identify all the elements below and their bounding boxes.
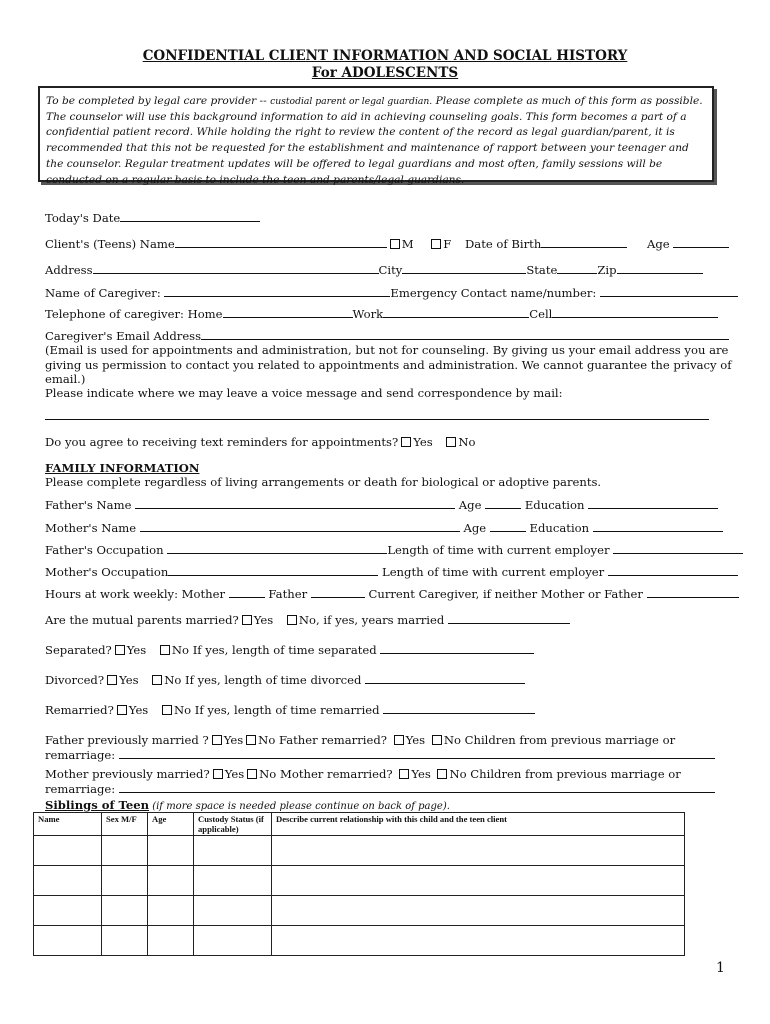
father-education-field[interactable] [588, 497, 718, 509]
table-cell[interactable] [194, 926, 272, 956]
emergency-label: Emergency Contact name/number: [390, 286, 600, 300]
table-cell[interactable] [194, 836, 272, 866]
father-remarried-yes-checkbox[interactable] [394, 735, 404, 745]
table-cell[interactable] [148, 926, 194, 956]
years-married-label: No, if yes, years married [298, 613, 448, 627]
father-age-field[interactable] [485, 497, 521, 509]
divorced-row [45, 672, 525, 687]
dob-field[interactable] [541, 236, 627, 248]
fathers-name-field[interactable] [135, 497, 455, 509]
todays-date-field[interactable] [120, 210, 260, 222]
mother-previously-row [45, 767, 681, 781]
yes-label: Yes [224, 767, 245, 781]
table-cell[interactable] [102, 926, 148, 956]
mothers-occupation-label: Mother's Occupation [45, 565, 169, 579]
hours-work-label: Hours at work weekly: Mother [45, 587, 229, 601]
mother-children-label: No Children from previous marriage or [449, 767, 681, 781]
telephone-row [45, 306, 718, 321]
father-prev-no-checkbox[interactable] [246, 735, 256, 745]
separated-row [45, 642, 534, 657]
state-field[interactable] [557, 262, 597, 274]
mother-employer-label: Length of time with current employer [382, 565, 608, 579]
cell-label: Cell [529, 307, 553, 321]
mother-hours-field[interactable] [229, 586, 265, 598]
father-employer-label: Length of time with current employer [387, 543, 614, 557]
mother-age-field[interactable] [490, 520, 526, 532]
client-name-row [45, 236, 729, 251]
father-previously-row [45, 733, 675, 747]
mothers-name-row [45, 520, 723, 535]
siblings-note: (if more space is needed please continue on back of page). [149, 801, 450, 812]
caregiver-name-label: Name of Caregiver: [45, 286, 165, 300]
table-cell[interactable] [34, 836, 102, 866]
mother-remarried-yes-checkbox[interactable] [399, 769, 409, 779]
mothers-occupation-row [45, 564, 738, 579]
separated-no-checkbox[interactable] [160, 645, 170, 655]
work-phone-field[interactable] [383, 306, 529, 318]
text-reminders-row [45, 435, 475, 449]
text-reminders-yes-checkbox[interactable] [401, 437, 411, 447]
yes-label: Yes [126, 643, 147, 657]
father-education-label: Education [521, 498, 589, 512]
caregiver-name-field[interactable] [164, 285, 390, 297]
fathers-name-label: Father's Name [45, 498, 136, 512]
male-checkbox[interactable] [390, 239, 400, 249]
hours-work-row [45, 586, 739, 601]
intro-text-1: To be completed by legal care provider -- [46, 95, 271, 107]
voice-message-row [45, 408, 709, 423]
no-label: No [458, 435, 476, 449]
mother-prev-no-checkbox[interactable] [247, 769, 257, 779]
father-children-label: No Children from previous marriage or [443, 733, 676, 747]
father-age-label: Age [455, 498, 486, 512]
city-label: City [378, 263, 403, 277]
cell-phone-field[interactable] [552, 306, 718, 318]
table-cell[interactable] [194, 896, 272, 926]
siblings-header-row [34, 813, 685, 836]
father-employer-field[interactable] [613, 542, 743, 554]
mother-age-label: Age [459, 521, 490, 535]
len-divorced-label: No If yes, length of time divorced [164, 673, 366, 687]
table-cell[interactable] [272, 896, 685, 926]
father-hours-field[interactable] [311, 586, 365, 598]
mutual-married-label: Are the mutual parents married? [45, 613, 239, 627]
yes-label: Yes [223, 733, 244, 747]
email-label: Caregiver's Email Address [45, 329, 202, 343]
divorced-yes-checkbox[interactable] [107, 675, 117, 685]
table-cell[interactable] [102, 836, 148, 866]
separated-label: Separated? [45, 643, 112, 657]
col-header-name: Name [34, 813, 102, 836]
mothers-name-field[interactable] [140, 520, 460, 532]
yes-label: Yes [413, 435, 433, 449]
table-cell[interactable] [34, 926, 102, 956]
remarried-label: Remarried? [45, 703, 114, 717]
form-title: CONFIDENTIAL CLIENT INFORMATION AND SOCIAL HISTORY [142, 48, 628, 64]
mother-remarriage-field[interactable] [119, 781, 715, 793]
table-cell[interactable] [148, 836, 194, 866]
address-field[interactable] [93, 262, 379, 274]
col-header-custody: Custody Status (if applicable) [194, 813, 272, 836]
work-label: Work [352, 307, 384, 321]
email-field[interactable] [201, 328, 729, 340]
zip-field[interactable] [617, 262, 703, 274]
text-reminders-no-checkbox[interactable] [446, 437, 456, 447]
todays-date-row [45, 210, 260, 225]
address-label: Address [45, 263, 93, 277]
fathers-name-row [45, 497, 718, 512]
table-cell[interactable] [272, 926, 685, 956]
table-cell[interactable] [148, 896, 194, 926]
client-name-field[interactable] [175, 236, 387, 248]
intro-text-2: custodial parent or legal guardian. [270, 96, 433, 107]
divorced-no-checkbox[interactable] [152, 675, 162, 685]
father-prev-yes-checkbox[interactable] [212, 735, 222, 745]
family-info-heading: FAMILY INFORMATION [45, 461, 200, 475]
state-label: State [526, 263, 558, 277]
len-divorced-field[interactable] [365, 672, 525, 684]
mother-previously-label: Mother previously married? [45, 767, 210, 781]
family-info-note: Please complete regardless of living arrangements or death for biological or adoptive parents. [45, 475, 602, 489]
table-row [34, 836, 685, 866]
table-cell[interactable] [194, 866, 272, 896]
len-separated-label: No If yes, length of time separated [171, 643, 381, 657]
table-cell[interactable] [102, 866, 148, 896]
table-row [34, 896, 685, 926]
female-label: F [443, 237, 452, 251]
col-header-age: Age [148, 813, 194, 836]
mother-prev-yes-checkbox[interactable] [213, 769, 223, 779]
yes-label: Yes [128, 703, 149, 717]
age-field[interactable] [673, 236, 729, 248]
mother-remarriage-row [45, 781, 715, 796]
male-label: M [401, 237, 414, 251]
caregiver-row [45, 285, 738, 300]
table-cell[interactable] [272, 866, 685, 896]
father-remarriage-label: remarriage: [45, 748, 119, 762]
mutual-married-row [45, 612, 570, 627]
table-cell[interactable] [102, 896, 148, 926]
mother-education-field[interactable] [593, 520, 723, 532]
fathers-occupation-field[interactable] [167, 542, 387, 554]
mutual-married-yes-checkbox[interactable] [242, 615, 252, 625]
remarried-row [45, 702, 535, 717]
current-caregiver-label: Current Caregiver, if neither Mother or Father [364, 587, 647, 601]
dob-label: Date of Birth [465, 237, 542, 251]
page-number: 1 [716, 960, 725, 976]
mother-employer-field[interactable] [608, 564, 738, 576]
voice-message-field[interactable] [45, 408, 709, 420]
voice-message-label: Please indicate where we may leave a voice message and send correspondence by mail: [45, 386, 563, 400]
table-row [34, 926, 685, 956]
mutual-married-no-checkbox[interactable] [287, 615, 297, 625]
col-header-relationship: Describe current relationship with this child and the teen client [272, 813, 685, 836]
text-reminders-label: Do you agree to receiving text reminders for appointments? [45, 435, 399, 449]
fathers-occupation-label: Father's Occupation [45, 543, 168, 557]
city-field[interactable] [402, 262, 526, 274]
mothers-occupation-field[interactable] [168, 564, 378, 576]
emergency-field[interactable] [600, 285, 738, 297]
yes-label: Yes [253, 613, 274, 627]
remarried-yes-checkbox[interactable] [117, 705, 127, 715]
email-row [45, 328, 729, 343]
divorced-label: Divorced? [45, 673, 105, 687]
father-previously-label: Father previously married ? [45, 733, 209, 747]
client-name-label: Client's (Teens) Name [45, 237, 175, 251]
father-remarriage-field[interactable] [119, 747, 715, 759]
table-cell[interactable] [272, 836, 685, 866]
table-row [34, 866, 685, 896]
table-cell[interactable] [34, 866, 102, 896]
age-label: Age [646, 237, 670, 251]
email-note: (Email is used for appointments and administration, but not for counseling. By giving us your email address you are giving us permission to contact you related to appointments and administration. We cannot guarantee the privacy of email.) [45, 343, 732, 386]
mother-remarriage-label: remarriage: [45, 782, 119, 796]
form-subtitle: For ADOLESCENTS [311, 65, 459, 81]
father-remarried-no-checkbox[interactable] [432, 735, 442, 745]
table-cell[interactable] [148, 866, 194, 896]
intro-box [38, 86, 714, 186]
remarried-no-checkbox[interactable] [162, 705, 172, 715]
siblings-table [33, 812, 685, 956]
mothers-name-label: Mother's Name [45, 521, 140, 535]
fathers-occupation-row [45, 542, 743, 557]
years-married-field[interactable] [448, 612, 570, 624]
female-checkbox[interactable] [431, 239, 441, 249]
intro-text-3: Please complete as much of this form as possible. The counselor will use this background information to aid in achieving counseling goals. This form becomes a part of a confidential patient record. While holding the right to review the content of the record as legal guardian/parent, it is recommended that this not be requested for the establishment and maintenance of rapport between your teenager and the counselor. Regular treatment updates will be offered to legal guardians and most often, family sessions will be conducted on a regular basis to include the teen and parents/legal guardians. [46, 95, 703, 186]
len-remarried-field[interactable] [383, 702, 535, 714]
mother-remarried-label: No Mother remarried? [259, 767, 393, 781]
siblings-heading: Siblings of Teen [45, 798, 150, 812]
yes-label: Yes [405, 733, 426, 747]
separated-yes-checkbox[interactable] [115, 645, 125, 655]
current-caregiver-hours-field[interactable] [647, 586, 739, 598]
todays-date-label: Today's Date [45, 211, 121, 225]
yes-label: Yes [411, 767, 431, 781]
mother-remarried-no-checkbox[interactable] [437, 769, 447, 779]
address-row [45, 262, 703, 277]
mother-education-label: Education [525, 521, 593, 535]
len-separated-field[interactable] [380, 642, 534, 654]
telephone-label: Telephone of caregiver: Home [45, 307, 223, 321]
yes-label: Yes [119, 673, 139, 687]
father-remarriage-row [45, 747, 715, 762]
father-remarried-label: No Father remarried? [258, 733, 387, 747]
col-header-sex: Sex M/F [102, 813, 148, 836]
father-hours-label: Father [264, 587, 311, 601]
home-phone-field[interactable] [223, 306, 353, 318]
len-remarried-label: No If yes, length of time remarried [173, 703, 384, 717]
table-cell[interactable] [34, 896, 102, 926]
zip-label: Zip [597, 263, 617, 277]
